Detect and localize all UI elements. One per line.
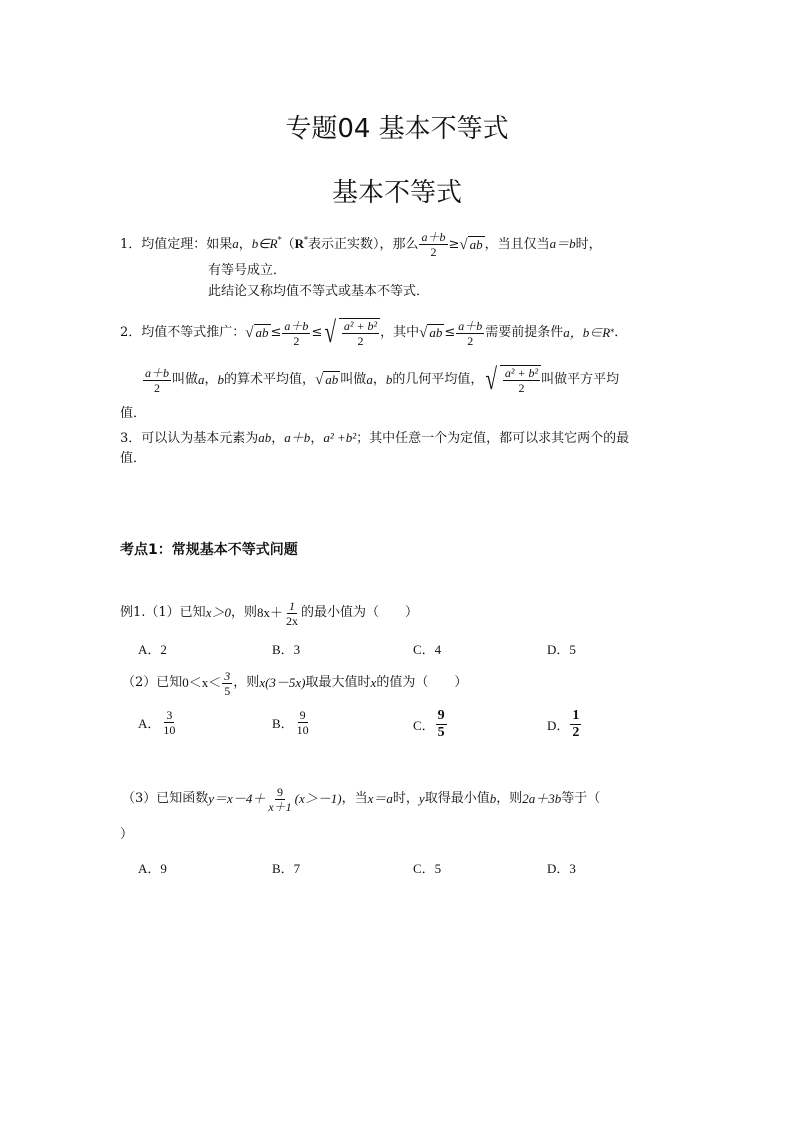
p2-l2e: 的算术平均值， bbox=[224, 372, 316, 387]
p2-sqrt2: √ ab bbox=[419, 325, 443, 341]
q3-mid4: ，则 bbox=[496, 791, 523, 806]
p2-l2d: b bbox=[217, 372, 225, 387]
p1-comma: ， bbox=[238, 237, 252, 252]
q3-domain: (x＞－1) bbox=[294, 791, 342, 806]
q3-y: y bbox=[418, 791, 425, 806]
p2-l2j: 的几何平均值， bbox=[392, 372, 484, 387]
p2-frac1-num: a＋b bbox=[284, 318, 309, 333]
p2-gm-inner: ab bbox=[325, 372, 339, 387]
q2-c-frac bbox=[436, 708, 447, 741]
p2-l2h: ， bbox=[372, 372, 386, 387]
p3-rest: ；其中任意一个为定值，都可以求其它两个的最 bbox=[356, 431, 630, 446]
q3-mid: ，当 bbox=[341, 791, 368, 806]
p2-sqrt1: √ ab bbox=[245, 325, 269, 341]
q2-tail: 取最大值时 bbox=[305, 675, 371, 690]
q3-frac-num: 9 bbox=[276, 784, 283, 799]
page-subtitle: 基本不等式 bbox=[331, 178, 462, 208]
q3-expr: y＝x－4＋ bbox=[208, 791, 266, 806]
q2-frac-den: 5 bbox=[224, 683, 231, 698]
p2-qm-frac bbox=[503, 366, 540, 395]
p2-gm-sqrt: √ ab bbox=[315, 372, 339, 388]
p3-c1: ， bbox=[271, 431, 285, 446]
theorem-line-2: 有等号成立． bbox=[208, 263, 287, 278]
q3-tail: 等于（ bbox=[561, 791, 601, 806]
p1-b-in-R: b∈R bbox=[251, 236, 278, 251]
p2-cond: 需要前提条件 bbox=[485, 325, 564, 340]
p2-l2i: b bbox=[385, 372, 393, 387]
q1-cond: x＞0 bbox=[205, 605, 231, 620]
p1-note-text: 表示正实数），那么 bbox=[307, 237, 419, 252]
p2-am-den: 2 bbox=[154, 380, 160, 395]
p2-lead: 2．均值不等式推广： bbox=[120, 325, 246, 340]
q2-c-den: 5 bbox=[437, 725, 445, 740]
q3-line-2: ） bbox=[120, 827, 134, 842]
q2-d-num: 1 bbox=[572, 708, 580, 723]
q2-c-label: C． bbox=[413, 718, 435, 733]
p1-sqrt-inner: ab bbox=[469, 236, 483, 252]
generalization-line-3: 值． bbox=[120, 406, 147, 421]
q2-d-label: D． bbox=[547, 718, 570, 733]
q3-mid3: 取得最小值 bbox=[424, 791, 490, 806]
p3-e3: a² +b² bbox=[323, 430, 357, 445]
theorem-line-3: 此结论又称均值不等式或基本不等式． bbox=[208, 284, 430, 299]
p1-geq: ≥ bbox=[448, 237, 460, 252]
q2-b-frac bbox=[295, 708, 311, 737]
p2-end: ． bbox=[614, 325, 628, 340]
p1-frac-den: 2 bbox=[430, 245, 437, 259]
q3-option-a[interactable]: A．9 bbox=[138, 861, 167, 876]
q2-expr: x(3－5x) bbox=[259, 675, 306, 690]
p2-l2b: a bbox=[198, 372, 205, 387]
q2-a-den: 10 bbox=[163, 723, 176, 737]
q2-d-den: 2 bbox=[572, 725, 580, 740]
p3-e2: a＋b bbox=[284, 430, 311, 445]
q3-option-d[interactable]: D．3 bbox=[547, 861, 576, 876]
p2-frac1-den: 2 bbox=[293, 333, 300, 348]
p2-sqrt2-inner: ab bbox=[429, 325, 443, 340]
q1-expr: 8x＋ bbox=[256, 605, 283, 620]
q2-a-label: A． bbox=[138, 716, 161, 731]
p1-frac-num: a＋b bbox=[421, 230, 446, 244]
p2-l2k: 叫做平方平均 bbox=[541, 372, 620, 387]
q2-d-frac bbox=[570, 708, 581, 741]
p1-sqrt: √ ab bbox=[459, 236, 483, 253]
q2-mid: ，则 bbox=[233, 675, 260, 690]
q2-b-den: 10 bbox=[296, 723, 309, 737]
p2-frac3-den: 2 bbox=[467, 333, 474, 348]
q1-frac bbox=[284, 599, 300, 628]
p2-mid: ，其中 bbox=[380, 325, 420, 340]
q2-option-c[interactable] bbox=[413, 708, 448, 741]
p2-le1: ≤ bbox=[270, 325, 282, 340]
p2-l2f: 叫做 bbox=[340, 372, 367, 387]
p2-le3: ≤ bbox=[444, 325, 456, 340]
q2-option-d[interactable] bbox=[547, 708, 582, 741]
q2-b-num: 9 bbox=[299, 708, 306, 722]
p1-note-R: R bbox=[294, 236, 304, 251]
q1-frac-num: 1 bbox=[289, 598, 295, 613]
p2-ab-in-R: a，b∈R bbox=[563, 325, 611, 340]
q2-frac-num: 3 bbox=[224, 668, 231, 683]
p2-frac2 bbox=[342, 319, 379, 348]
p3-c2: ， bbox=[310, 431, 324, 446]
q2-c-num: 9 bbox=[437, 708, 445, 723]
q2-frac bbox=[222, 669, 232, 698]
q2-a-num: 3 bbox=[166, 708, 173, 722]
p2-qm-sqrt: √ $\frac{\text{a² + b²}}{2}$ bbox=[483, 365, 541, 395]
p2-qm-num: a² + b² bbox=[504, 366, 539, 380]
generalization-line-2 bbox=[142, 362, 619, 398]
q1-lead: 例1.（1）已知 bbox=[120, 605, 206, 620]
question-3-stem bbox=[122, 781, 600, 817]
question-2-stem bbox=[122, 666, 467, 700]
p2-frac2-num: a² + b² bbox=[343, 319, 378, 333]
q3-option-c[interactable]: C．5 bbox=[413, 861, 442, 876]
p3-lead: 3．可以认为基本元素为 bbox=[120, 431, 259, 446]
p2-le2: ≤ bbox=[311, 325, 323, 340]
question-1-stem bbox=[120, 596, 418, 630]
p2-qm-den: 2 bbox=[518, 381, 525, 395]
q1-frac-den: 2x bbox=[286, 613, 298, 628]
elements-line-1 bbox=[120, 429, 629, 448]
p1-tail2: 时， bbox=[575, 237, 602, 252]
q2-option-b[interactable] bbox=[272, 708, 312, 737]
q2-b-label: B． bbox=[272, 716, 294, 731]
p2-sqrt1-inner: ab bbox=[255, 325, 269, 340]
page-title: 专题04 基本不等式 bbox=[285, 114, 509, 144]
q2-tail2: 的值为（ ） bbox=[376, 675, 468, 690]
p2-frac3 bbox=[456, 319, 484, 348]
q2-x: x bbox=[370, 675, 377, 690]
p1-tail: ，当且仅当 bbox=[484, 237, 550, 252]
q2-a-frac bbox=[161, 708, 177, 737]
p2-bigsqrt: √ $\frac{\text{a² + b²}}{2}$ bbox=[322, 318, 380, 348]
section-heading: 考点1：常规基本不等式问题 bbox=[120, 542, 298, 558]
q1-option-a[interactable]: A．2 bbox=[138, 642, 167, 657]
p2-am-num: a＋b bbox=[145, 365, 170, 380]
q1-option-c[interactable]: C．4 bbox=[413, 642, 442, 657]
q1-option-d[interactable]: D．5 bbox=[547, 642, 576, 657]
p1-lead: 1．均值定理：如果 bbox=[120, 237, 233, 252]
q3-frac bbox=[266, 785, 293, 814]
generalization-line-1: 2．均值不等式推广： √ ab ≤ $\frac{a+b}{2}$ ≤ √ $\frac{\text{a² + b²}}{2}$ ，其中 √ ab ≤ $\frac{a+b}{2}$ 需要前提条件 a，b∈R * ． bbox=[120, 316, 628, 349]
p2-frac2-den: 2 bbox=[357, 334, 364, 348]
q2-lead: （2）已知 bbox=[122, 675, 183, 690]
elements-line-2: 值． bbox=[120, 451, 147, 466]
p2-frac3-num: a＋b bbox=[458, 318, 483, 333]
q1-mid: ，则 bbox=[230, 605, 257, 620]
p2-l2c: ， bbox=[204, 372, 218, 387]
q1-option-b[interactable]: B．3 bbox=[272, 642, 301, 657]
p1-var-a: a bbox=[232, 236, 239, 251]
q3-b: b bbox=[489, 791, 497, 806]
p2-l2a: 叫做 bbox=[172, 372, 199, 387]
q1-tail: 的最小值为（ ） bbox=[301, 605, 419, 620]
q3-frac-den: x＋1 bbox=[268, 799, 292, 814]
p1-note-open: （ bbox=[281, 237, 295, 252]
q2-cond: 0＜x＜ bbox=[182, 675, 222, 690]
q3-xa: x＝a bbox=[367, 791, 393, 806]
p3-e1: ab bbox=[258, 430, 272, 445]
p2-am-frac bbox=[143, 366, 171, 395]
q3-ask: 2a＋3b bbox=[522, 791, 562, 806]
p1-equal: a＝b bbox=[549, 236, 576, 251]
p1-fraction bbox=[419, 230, 447, 259]
p2-frac1 bbox=[282, 319, 310, 348]
q3-mid2: 时， bbox=[392, 791, 419, 806]
q2-option-a[interactable] bbox=[138, 708, 178, 737]
q3-option-b[interactable]: B．7 bbox=[272, 861, 301, 876]
q3-lead: （3）已知函数 bbox=[122, 791, 209, 806]
theorem-line-1: 1．均值定理：如果a，b∈R*（R*表示正实数），那么 $\frac{a+b}{2}$ ≥√ ab ，当且仅当a＝b时， bbox=[120, 230, 602, 259]
p2-l2g: a bbox=[366, 372, 373, 387]
